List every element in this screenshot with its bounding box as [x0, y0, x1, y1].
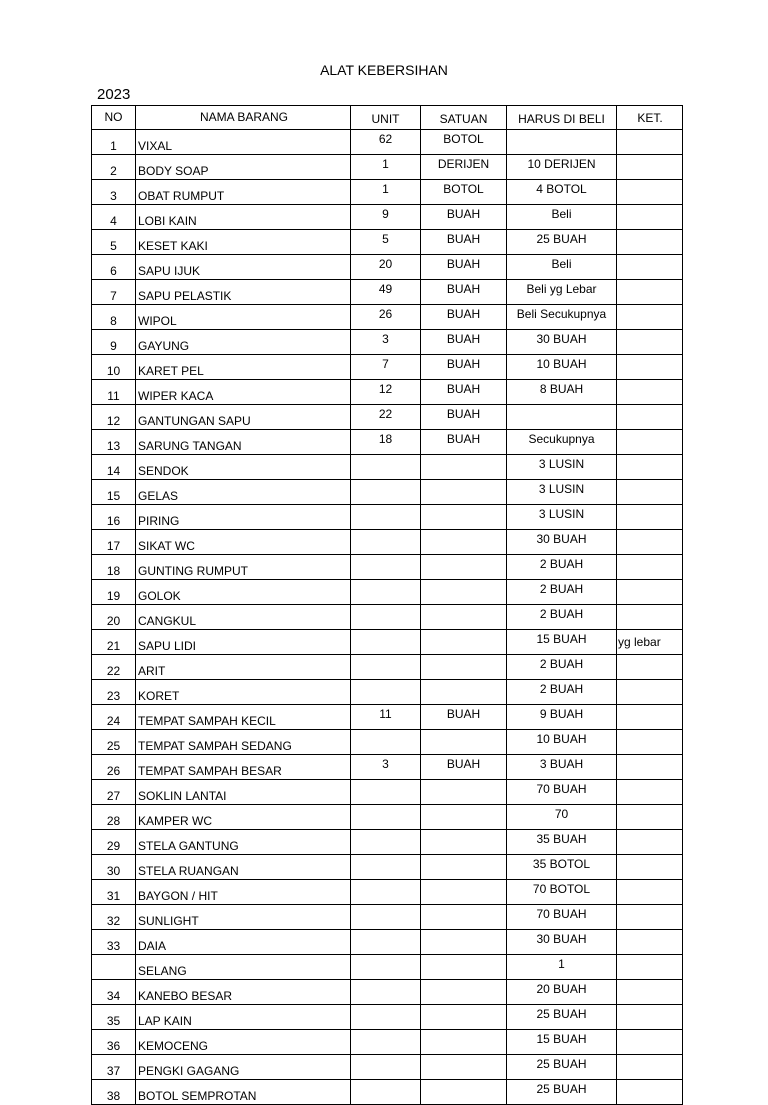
cell-harus-di-beli: Beli yg Lebar [507, 280, 617, 305]
cell-satuan [421, 880, 507, 905]
cell-satuan [421, 1055, 507, 1080]
cell-nama-barang: LAP KAIN [136, 1005, 351, 1030]
cell-nama-barang: WIPER KACA [136, 380, 351, 405]
cell-satuan: BOTOL [421, 130, 507, 155]
cell-no: 15 [92, 480, 136, 505]
table-row [92, 355, 683, 380]
cell-nama-barang: SELANG [136, 955, 351, 980]
cell-ket [617, 480, 683, 505]
cell-satuan [421, 1005, 507, 1030]
cell-harus-di-beli: 3 BUAH [507, 755, 617, 780]
cell-no: 23 [92, 680, 136, 705]
cell-nama-barang: KAMPER WC [136, 805, 351, 830]
cell-no: 26 [92, 755, 136, 780]
cell-no: 5 [92, 230, 136, 255]
table-row [92, 905, 683, 930]
cell-ket [617, 655, 683, 680]
cell-ket [617, 555, 683, 580]
cell-harus-di-beli: 25 BUAH [507, 1055, 617, 1080]
cell-harus-di-beli: 2 BUAH [507, 680, 617, 705]
cell-satuan [421, 505, 507, 530]
cell-no: 34 [92, 980, 136, 1005]
header-satuan: SATUAN [421, 106, 507, 130]
table-row [92, 180, 683, 205]
table-row [92, 855, 683, 880]
cell-ket [617, 1080, 683, 1105]
cell-no: 35 [92, 1005, 136, 1030]
header-unit: UNIT [351, 106, 421, 130]
table-row [92, 580, 683, 605]
table-row [92, 130, 683, 155]
cell-ket [617, 430, 683, 455]
cell-no: 4 [92, 205, 136, 230]
cell-unit [351, 1005, 421, 1030]
table-header [92, 106, 683, 130]
cell-ket [617, 880, 683, 905]
cell-nama-barang: VIXAL [136, 130, 351, 155]
cell-no: 19 [92, 580, 136, 605]
cell-ket [617, 980, 683, 1005]
inventory-table [91, 105, 683, 1105]
table-row [92, 430, 683, 455]
cell-nama-barang: CANGKUL [136, 605, 351, 630]
cell-satuan: BUAH [421, 305, 507, 330]
cell-satuan [421, 580, 507, 605]
table-row [92, 930, 683, 955]
cell-unit [351, 955, 421, 980]
table-row [92, 230, 683, 255]
cell-unit [351, 530, 421, 555]
document-title: ALAT KEBERSIHAN [320, 62, 448, 78]
cell-no: 9 [92, 330, 136, 355]
cell-no: 31 [92, 880, 136, 905]
cell-satuan: BUAH [421, 430, 507, 455]
cell-nama-barang: BAYGON / HIT [136, 880, 351, 905]
cell-unit: 11 [351, 705, 421, 730]
cell-harus-di-beli: 8 BUAH [507, 380, 617, 405]
cell-ket [617, 755, 683, 780]
cell-satuan: BUAH [421, 405, 507, 430]
table-row [92, 755, 683, 780]
cell-unit: 1 [351, 155, 421, 180]
cell-no: 24 [92, 705, 136, 730]
table-row [92, 830, 683, 855]
cell-ket [617, 1005, 683, 1030]
cell-no: 2 [92, 155, 136, 180]
header-nama-barang: NAMA BARANG [136, 106, 351, 130]
cell-harus-di-beli: 1 [507, 955, 617, 980]
cell-unit [351, 580, 421, 605]
cell-unit [351, 830, 421, 855]
cell-ket [617, 130, 683, 155]
cell-harus-di-beli [507, 130, 617, 155]
cell-harus-di-beli: 10 BUAH [507, 730, 617, 755]
table-row [92, 455, 683, 480]
cell-harus-di-beli: 70 BUAH [507, 905, 617, 930]
cell-no: 28 [92, 805, 136, 830]
cell-satuan [421, 605, 507, 630]
cell-ket [617, 580, 683, 605]
cell-unit: 49 [351, 280, 421, 305]
cell-unit [351, 1030, 421, 1055]
table-row [92, 555, 683, 580]
cell-ket [617, 355, 683, 380]
cell-no: 3 [92, 180, 136, 205]
cell-ket [617, 680, 683, 705]
cell-ket [617, 905, 683, 930]
cell-ket: yg lebar [617, 630, 683, 655]
cell-ket [617, 305, 683, 330]
table-row [92, 1005, 683, 1030]
cell-nama-barang: SIKAT WC [136, 530, 351, 555]
cell-ket [617, 205, 683, 230]
cell-harus-di-beli: 15 BUAH [507, 1030, 617, 1055]
cell-satuan [421, 1030, 507, 1055]
cell-satuan [421, 930, 507, 955]
cell-harus-di-beli: 70 BOTOL [507, 880, 617, 905]
cell-nama-barang: GOLOK [136, 580, 351, 605]
cell-ket [617, 1030, 683, 1055]
cell-ket [617, 1055, 683, 1080]
cell-harus-di-beli: 3 LUSIN [507, 505, 617, 530]
cell-harus-di-beli: 3 LUSIN [507, 480, 617, 505]
cell-nama-barang: KEMOCENG [136, 1030, 351, 1055]
cell-harus-di-beli: 30 BUAH [507, 530, 617, 555]
cell-harus-di-beli: 15 BUAH [507, 630, 617, 655]
cell-satuan: BUAH [421, 205, 507, 230]
cell-unit: 9 [351, 205, 421, 230]
cell-harus-di-beli: 35 BOTOL [507, 855, 617, 880]
cell-no: 7 [92, 280, 136, 305]
table-row [92, 705, 683, 730]
cell-no: 25 [92, 730, 136, 755]
cell-ket [617, 280, 683, 305]
table-row [92, 1055, 683, 1080]
cell-harus-di-beli: 70 [507, 805, 617, 830]
cell-ket [617, 230, 683, 255]
cell-unit: 3 [351, 755, 421, 780]
cell-satuan [421, 780, 507, 805]
cell-satuan: BUAH [421, 230, 507, 255]
cell-ket [617, 930, 683, 955]
cell-unit [351, 680, 421, 705]
cell-harus-di-beli: 30 BUAH [507, 330, 617, 355]
cell-unit [351, 855, 421, 880]
cell-unit: 26 [351, 305, 421, 330]
cell-harus-di-beli: 10 BUAH [507, 355, 617, 380]
table-row [92, 805, 683, 830]
table-row [92, 630, 683, 655]
table-row [92, 980, 683, 1005]
cell-nama-barang: WIPOL [136, 305, 351, 330]
table-row [92, 480, 683, 505]
cell-ket [617, 530, 683, 555]
cell-no: 36 [92, 1030, 136, 1055]
document-year: 2023 [97, 86, 131, 103]
cell-satuan [421, 680, 507, 705]
cell-nama-barang: SOKLIN LANTAI [136, 780, 351, 805]
cell-nama-barang: KORET [136, 680, 351, 705]
cell-unit: 7 [351, 355, 421, 380]
cell-unit: 62 [351, 130, 421, 155]
cell-satuan: BUAH [421, 330, 507, 355]
cell-nama-barang: TEMPAT SAMPAH SEDANG [136, 730, 351, 755]
cell-no: 22 [92, 655, 136, 680]
cell-satuan [421, 955, 507, 980]
cell-satuan: BUAH [421, 705, 507, 730]
cell-ket [617, 830, 683, 855]
table-row [92, 655, 683, 680]
table-row [92, 680, 683, 705]
cell-nama-barang: SENDOK [136, 455, 351, 480]
cell-harus-di-beli: 4 BOTOL [507, 180, 617, 205]
cell-harus-di-beli: 20 BUAH [507, 980, 617, 1005]
cell-no [92, 955, 136, 980]
cell-satuan: DERIJEN [421, 155, 507, 180]
cell-unit [351, 480, 421, 505]
cell-ket [617, 780, 683, 805]
cell-harus-di-beli: 2 BUAH [507, 605, 617, 630]
cell-unit [351, 805, 421, 830]
cell-harus-di-beli: 35 BUAH [507, 830, 617, 855]
cell-unit [351, 780, 421, 805]
cell-nama-barang: GANTUNGAN SAPU [136, 405, 351, 430]
header-harus-di-beli: HARUS DI BELI [507, 106, 617, 130]
cell-unit [351, 505, 421, 530]
cell-nama-barang: GAYUNG [136, 330, 351, 355]
cell-ket [617, 605, 683, 630]
cell-harus-di-beli: Secukupnya [507, 430, 617, 455]
cell-nama-barang: STELA GANTUNG [136, 830, 351, 855]
cell-satuan: BOTOL [421, 180, 507, 205]
cell-no: 6 [92, 255, 136, 280]
cell-unit: 12 [351, 380, 421, 405]
table-row [92, 205, 683, 230]
cell-no: 8 [92, 305, 136, 330]
cell-satuan: BUAH [421, 280, 507, 305]
cell-nama-barang: SAPU PELASTIK [136, 280, 351, 305]
table-body [92, 130, 683, 1105]
header-row [92, 106, 683, 130]
cell-unit [351, 655, 421, 680]
table-row [92, 780, 683, 805]
cell-nama-barang: KESET KAKI [136, 230, 351, 255]
cell-satuan: BUAH [421, 380, 507, 405]
cell-satuan [421, 855, 507, 880]
cell-no: 20 [92, 605, 136, 630]
cell-nama-barang: GUNTING RUMPUT [136, 555, 351, 580]
cell-harus-di-beli: 25 BUAH [507, 1080, 617, 1105]
cell-nama-barang: PENGKI GAGANG [136, 1055, 351, 1080]
table-row [92, 1080, 683, 1105]
cell-unit: 22 [351, 405, 421, 430]
table-row [92, 155, 683, 180]
cell-no: 32 [92, 905, 136, 930]
cell-harus-di-beli: 3 LUSIN [507, 455, 617, 480]
table-row [92, 1030, 683, 1055]
cell-unit: 1 [351, 180, 421, 205]
cell-harus-di-beli [507, 405, 617, 430]
table-row [92, 405, 683, 430]
cell-ket [617, 955, 683, 980]
cell-no: 29 [92, 830, 136, 855]
cell-nama-barang: DAIA [136, 930, 351, 955]
cell-ket [617, 180, 683, 205]
cell-nama-barang: PIRING [136, 505, 351, 530]
cell-nama-barang: BOTOL SEMPROTAN [136, 1080, 351, 1105]
cell-unit [351, 905, 421, 930]
cell-nama-barang: SAPU IJUK [136, 255, 351, 280]
cell-ket [617, 405, 683, 430]
cell-harus-di-beli: 10 DERIJEN [507, 155, 617, 180]
table-row [92, 955, 683, 980]
cell-no: 30 [92, 855, 136, 880]
cell-satuan [421, 830, 507, 855]
cell-satuan [421, 655, 507, 680]
cell-unit [351, 605, 421, 630]
cell-satuan: BUAH [421, 355, 507, 380]
cell-ket [617, 155, 683, 180]
table-row [92, 305, 683, 330]
cell-no: 37 [92, 1055, 136, 1080]
cell-no: 1 [92, 130, 136, 155]
cell-harus-di-beli: 30 BUAH [507, 930, 617, 955]
cell-unit [351, 555, 421, 580]
cell-nama-barang: KARET PEL [136, 355, 351, 380]
cell-no: 10 [92, 355, 136, 380]
table-row [92, 330, 683, 355]
cell-ket [617, 705, 683, 730]
cell-ket [617, 805, 683, 830]
cell-nama-barang: LOBI KAIN [136, 205, 351, 230]
cell-ket [617, 255, 683, 280]
cell-nama-barang: ARIT [136, 655, 351, 680]
cell-satuan [421, 455, 507, 480]
cell-harus-di-beli: 2 BUAH [507, 655, 617, 680]
table-row [92, 880, 683, 905]
cell-unit: 20 [351, 255, 421, 280]
cell-satuan [421, 980, 507, 1005]
table-row [92, 380, 683, 405]
cell-ket [617, 505, 683, 530]
cell-no: 27 [92, 780, 136, 805]
cell-no: 33 [92, 930, 136, 955]
cell-satuan: BUAH [421, 255, 507, 280]
cell-no: 18 [92, 555, 136, 580]
table-row [92, 605, 683, 630]
table-row [92, 280, 683, 305]
cell-harus-di-beli: 70 BUAH [507, 780, 617, 805]
cell-satuan [421, 530, 507, 555]
cell-no: 11 [92, 380, 136, 405]
table-row [92, 730, 683, 755]
cell-harus-di-beli: 25 BUAH [507, 1005, 617, 1030]
cell-unit: 18 [351, 430, 421, 455]
header-no: NO [92, 106, 136, 130]
cell-harus-di-beli: 2 BUAH [507, 555, 617, 580]
cell-harus-di-beli: 9 BUAH [507, 705, 617, 730]
cell-nama-barang: BODY SOAP [136, 155, 351, 180]
cell-harus-di-beli: Beli [507, 255, 617, 280]
cell-harus-di-beli: Beli [507, 205, 617, 230]
cell-satuan [421, 630, 507, 655]
cell-no: 21 [92, 630, 136, 655]
cell-satuan [421, 480, 507, 505]
cell-ket [617, 855, 683, 880]
cell-unit [351, 980, 421, 1005]
cell-nama-barang: TEMPAT SAMPAH BESAR [136, 755, 351, 780]
cell-nama-barang: SUNLIGHT [136, 905, 351, 930]
cell-harus-di-beli: 2 BUAH [507, 580, 617, 605]
table-row [92, 505, 683, 530]
cell-unit: 5 [351, 230, 421, 255]
cell-unit [351, 630, 421, 655]
table-row [92, 530, 683, 555]
cell-satuan [421, 805, 507, 830]
cell-nama-barang: SARUNG TANGAN [136, 430, 351, 455]
cell-no: 13 [92, 430, 136, 455]
cell-no: 16 [92, 505, 136, 530]
cell-unit [351, 730, 421, 755]
cell-no: 14 [92, 455, 136, 480]
cell-ket [617, 380, 683, 405]
cell-unit [351, 1080, 421, 1105]
header-ket: KET. [617, 106, 683, 130]
cell-harus-di-beli: 25 BUAH [507, 230, 617, 255]
cell-satuan [421, 905, 507, 930]
cell-nama-barang: SAPU LIDI [136, 630, 351, 655]
cell-satuan [421, 555, 507, 580]
cell-nama-barang: TEMPAT SAMPAH KECIL [136, 705, 351, 730]
cell-unit [351, 455, 421, 480]
cell-nama-barang: OBAT RUMPUT [136, 180, 351, 205]
cell-satuan [421, 1080, 507, 1105]
cell-nama-barang: KANEBO BESAR [136, 980, 351, 1005]
table-row [92, 255, 683, 280]
cell-unit: 3 [351, 330, 421, 355]
cell-unit [351, 1055, 421, 1080]
cell-nama-barang: GELAS [136, 480, 351, 505]
cell-satuan: BUAH [421, 755, 507, 780]
cell-no: 17 [92, 530, 136, 555]
cell-ket [617, 330, 683, 355]
cell-unit [351, 930, 421, 955]
cell-no: 12 [92, 405, 136, 430]
cell-satuan [421, 730, 507, 755]
cell-unit [351, 880, 421, 905]
cell-ket [617, 455, 683, 480]
cell-nama-barang: STELA RUANGAN [136, 855, 351, 880]
cell-ket [617, 730, 683, 755]
cell-no: 38 [92, 1080, 136, 1105]
cell-harus-di-beli: Beli Secukupnya [507, 305, 617, 330]
